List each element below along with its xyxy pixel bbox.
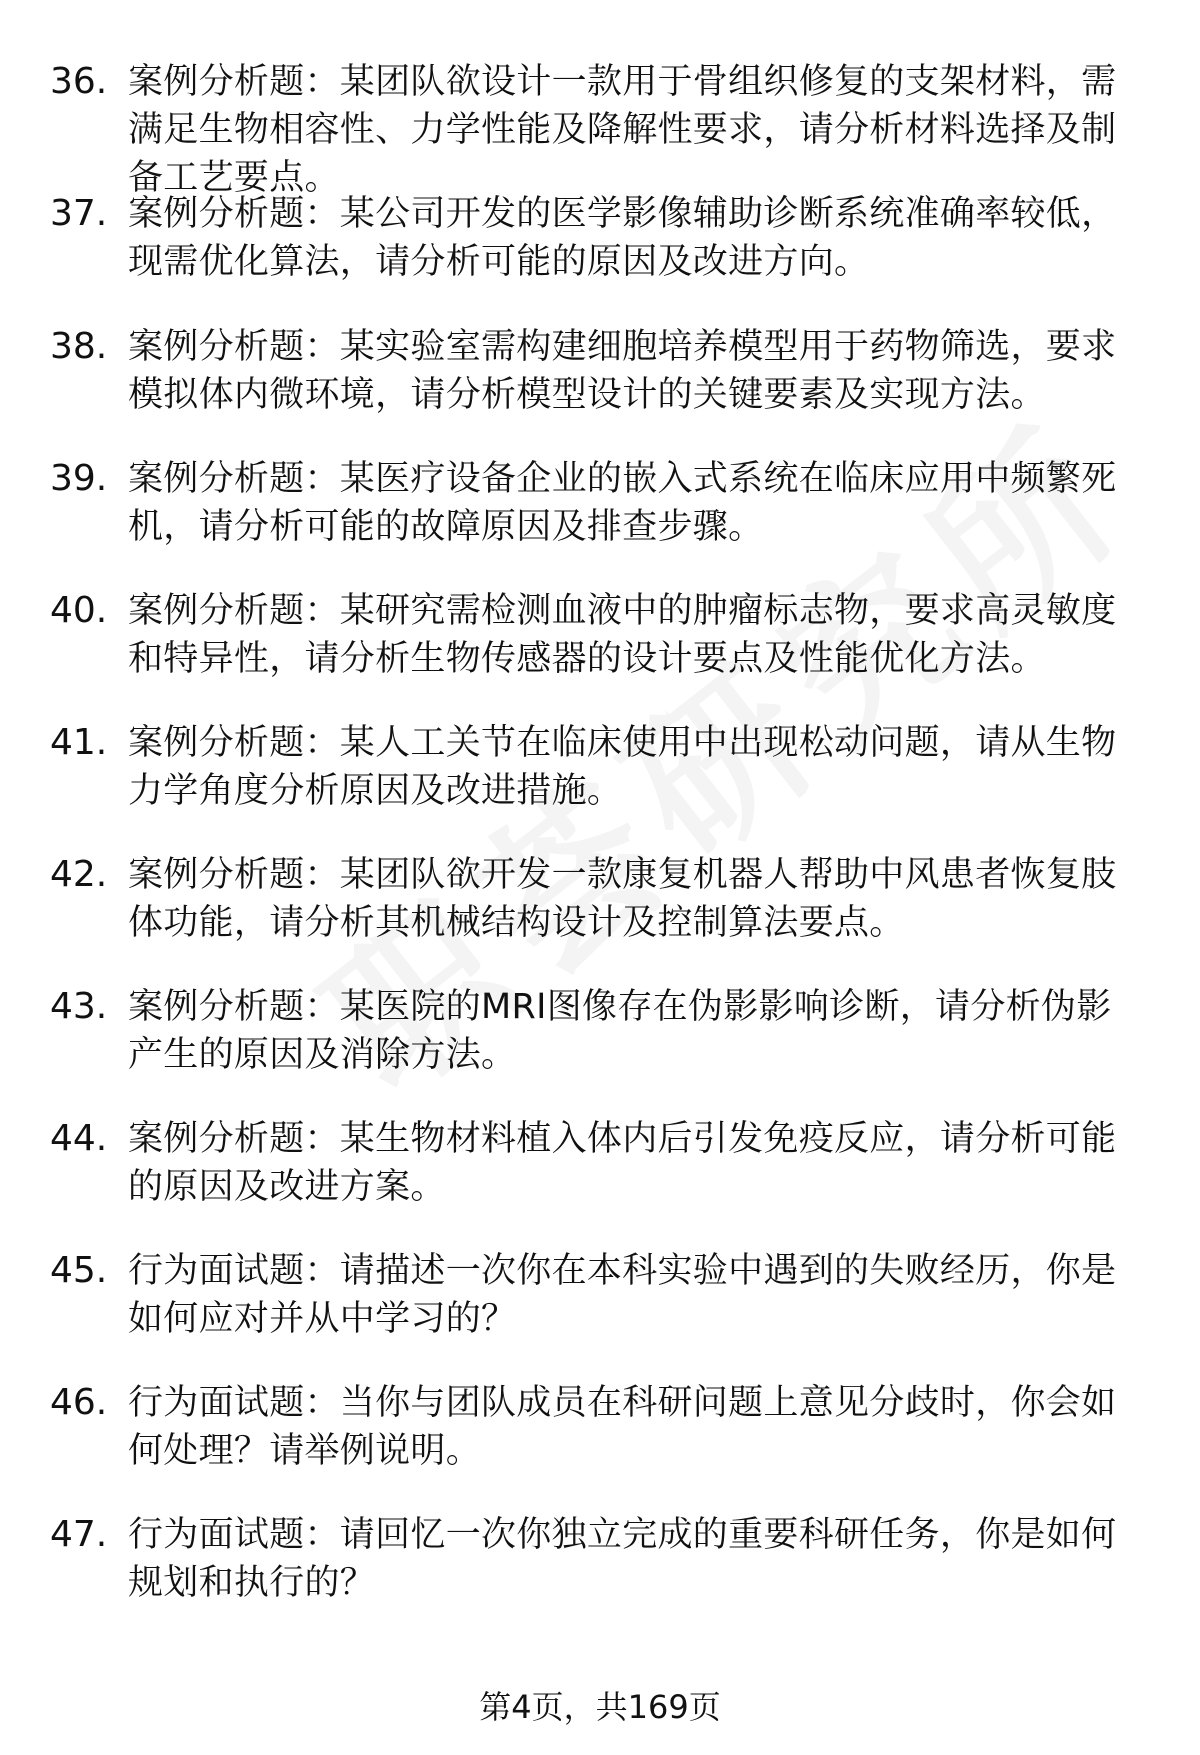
- question-text: 案例分析题：某人工关节在临床使用中出现松动问题，请从生物力学角度分析原因及改进措施。: [128, 723, 1117, 811]
- list-item: [0, 58, 1200, 198]
- question-text: 行为面试题：请描述一次你在本科实验中遇到的失败经历，你是如何应对并从中学习的？: [128, 1251, 1117, 1339]
- question-number: 39.: [50, 458, 108, 499]
- question-text: 案例分析题：某医院的MRI图像存在伪影影响诊断，请分析伪影产生的原因及消除方法。: [128, 987, 1112, 1075]
- question-number: 40.: [50, 590, 108, 631]
- question-number: 47.: [50, 1514, 108, 1555]
- question-number: 46.: [50, 1382, 108, 1423]
- list-item: [0, 190, 1200, 323]
- page-footer: 第4页，共169页: [479, 1688, 721, 1726]
- question-text: 案例分析题：某团队欲设计一款用于骨组织修复的支架材料，需满足生物相容性、力学性能及降解性要求，请分析材料选择及制备工艺要点。: [128, 62, 1117, 198]
- question-number: 38.: [50, 326, 108, 367]
- question-text: 案例分析题：某医疗设备企业的嵌入式系统在临床应用中频繁死机，请分析可能的故障原因及排查步骤。: [128, 459, 1117, 547]
- list-item: [0, 1247, 1200, 1379]
- question-text: 案例分析题：某研究需检测血液中的肿瘤标志物，要求高灵敏度和特异性，请分析生物传感器的设计要点及性能优化方法。: [128, 591, 1117, 679]
- list-item: [0, 983, 1200, 1115]
- question-number: 41.: [50, 722, 108, 763]
- list-item: [0, 323, 1200, 455]
- question-number: 37.: [50, 193, 108, 234]
- question-number: 36.: [50, 61, 108, 102]
- question-number: 42.: [50, 854, 108, 895]
- list-item: [0, 719, 1200, 851]
- list-item: [0, 851, 1200, 983]
- list-item: [0, 455, 1200, 587]
- question-text: 行为面试题：当你与团队成员在科研问题上意见分歧时，你会如何处理？请举例说明。: [128, 1383, 1117, 1471]
- list-item: [0, 587, 1200, 719]
- list-item: [0, 1511, 1200, 1643]
- question-number: 44.: [50, 1118, 108, 1159]
- question-number: 45.: [50, 1250, 108, 1291]
- question-number: 43.: [50, 986, 108, 1027]
- question-text: 案例分析题：某公司开发的医学影像辅助诊断系统准确率较低，现需优化算法，请分析可能的原因及改进方向。: [128, 194, 1117, 282]
- question-text: 案例分析题：某实验室需构建细胞培养模型用于药物筛选，要求模拟体内微环境，请分析模型设计的关键要素及实现方法。: [128, 327, 1117, 415]
- question-text: 行为面试题：请回忆一次你独立完成的重要科研任务，你是如何规划和执行的？: [128, 1515, 1117, 1603]
- list-item: [0, 1379, 1200, 1511]
- question-text: 案例分析题：某生物材料植入体内后引发免疫反应，请分析可能的原因及改进方案。: [128, 1119, 1117, 1207]
- question-text: 案例分析题：某团队欲开发一款康复机器人帮助中风患者恢复肢体功能，请分析其机械结构设计及控制算法要点。: [128, 855, 1117, 943]
- question-list: [0, 58, 1200, 1643]
- list-item: [0, 1115, 1200, 1247]
